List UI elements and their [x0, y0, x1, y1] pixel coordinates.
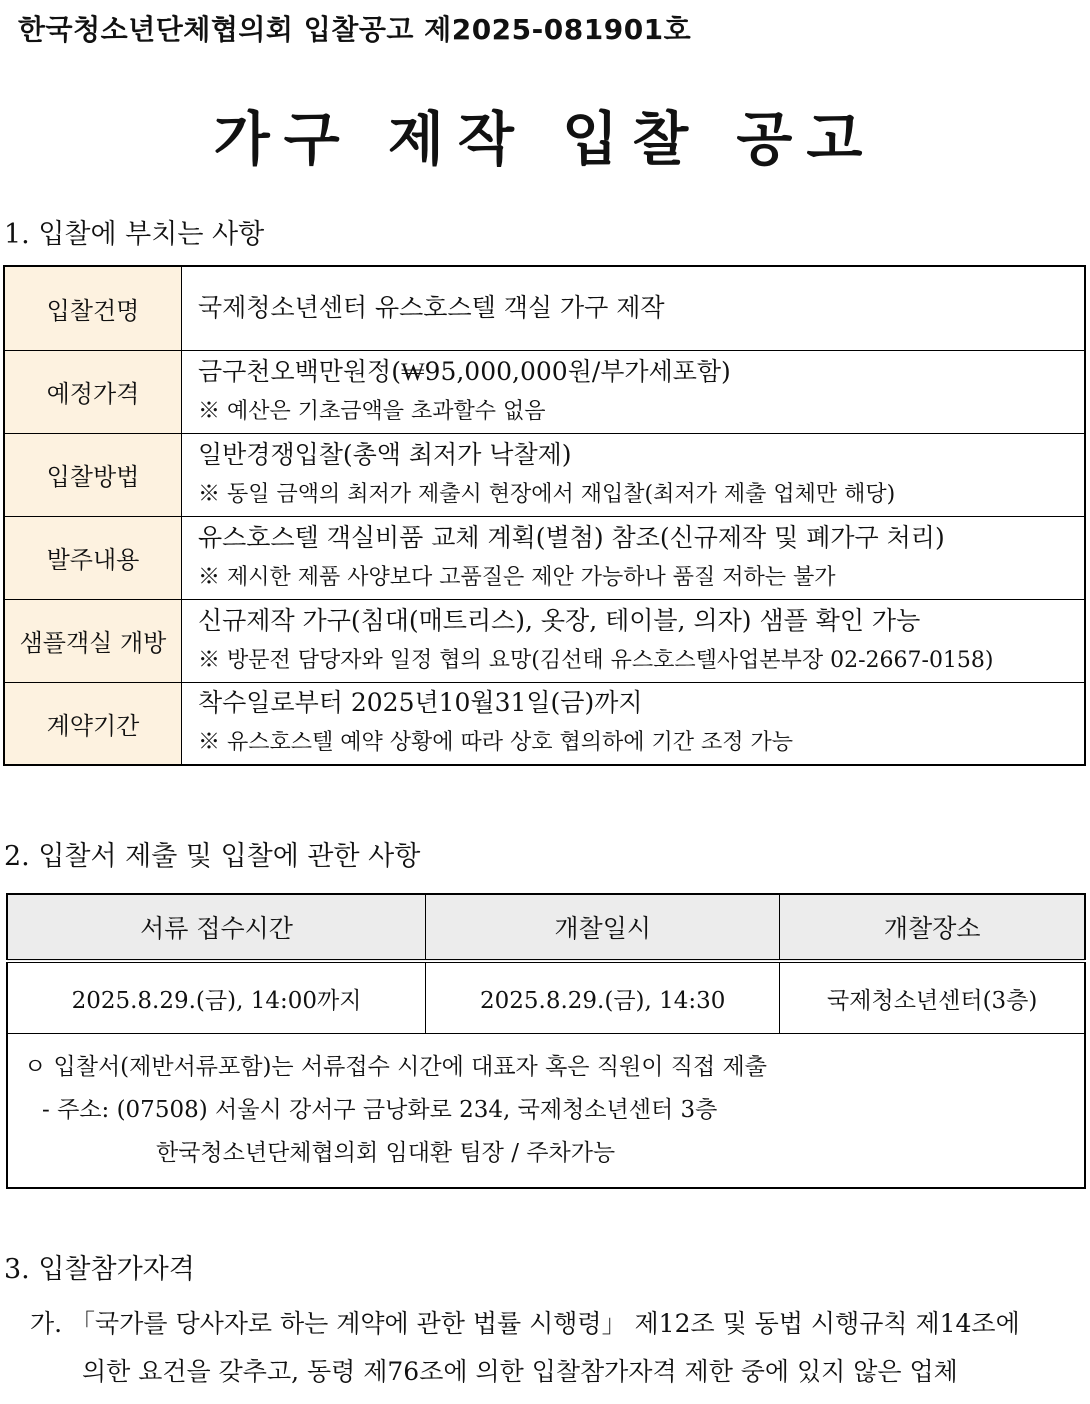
notes-line: ㅇ 입찰서(제반서류포함)는 서류접수 시간에 대표자 혹은 직원이 직접 제출: [24, 1054, 767, 1080]
table-cell: 2025.8.29.(금), 14:30: [426, 961, 780, 1034]
row-label: 예정가격: [4, 350, 182, 433]
row-main-text: 착수일로부터 2025년10월31일(금)까지: [198, 688, 643, 718]
row-label: 샘플객실 개방: [4, 599, 182, 682]
table-row: [4, 682, 1085, 765]
table-row: [4, 350, 1085, 433]
contact-line: 한국청소년단체협의회 임대환 팀장 / 주차가능: [156, 1140, 616, 1166]
table-row: [4, 516, 1085, 599]
notes-cell: [7, 1034, 1085, 1189]
column-header: 개찰장소: [780, 894, 1085, 961]
table-row: [4, 599, 1085, 682]
table-header-row: [7, 894, 1085, 961]
section3-title: 3. 입찰참가자격: [4, 1254, 195, 1285]
row-label: 계약기간: [4, 682, 182, 765]
section1-title: 1. 입찰에 부치는 사항: [4, 219, 265, 250]
table-row: [4, 433, 1085, 516]
row-value: [182, 433, 1086, 516]
row-main-text: 신규제작 가구(침대(매트리스), 옷장, 테이블, 의자) 샘플 확인 가능: [198, 605, 921, 635]
row-note-text: ※ 예산은 기초금액을 초과할수 없음: [198, 398, 546, 424]
row-note-text: ※ 동일 금액의 최저가 제출시 현장에서 재입찰(최저가 제출 업체만 해당): [198, 481, 896, 507]
row-value: [182, 516, 1086, 599]
row-value: [182, 266, 1086, 350]
row-value: [182, 599, 1086, 682]
row-label: 입찰건명: [4, 266, 182, 350]
table-row: [7, 961, 1085, 1034]
column-header: 서류 접수시간: [7, 894, 426, 961]
qualification-item: [30, 1300, 1090, 1396]
address-line: - 주소: (07508) 서울시 강서구 금낭화로 234, 국제청소년센터 3층: [42, 1097, 718, 1123]
qualification-line: 가. 「국가를 당사자로 하는 계약에 관한 법률 시행령」 제12조 및 동법 시행규칙 제14조에: [30, 1309, 1020, 1338]
qualification-line: 의한 요건을 갖추고, 동령 제76조에 의한 입찰참가자격 제한 중에 있지 않은 업체: [82, 1357, 958, 1386]
row-main-text: 유스호스텔 객실비품 교체 계획(별첨) 참조(신규제작 및 폐가구 처리): [198, 522, 945, 552]
bid-items-table: [3, 265, 1086, 766]
section2-title: 2. 입찰서 제출 및 입찰에 관한 사항: [4, 841, 421, 872]
row-note-text: ※ 방문전 담당자와 일정 협의 요망(김선태 유스호스텔사업본부장 02-2667-0158): [198, 647, 994, 673]
column-header: 개찰일시: [426, 894, 780, 961]
row-main-text: 일반경쟁입찰(총액 최저가 낙찰제): [198, 439, 572, 469]
row-note-text: ※ 유스호스텔 예약 상황에 따라 상호 협의하에 기간 조정 가능: [198, 730, 793, 756]
table-cell: 2025.8.29.(금), 14:00까지: [7, 961, 426, 1034]
row-label: 입찰방법: [4, 433, 182, 516]
row-main-text: 금구천오백만원정(₩95,000,000원/부가세포함): [198, 356, 731, 386]
row-value: [182, 682, 1086, 765]
row-main-text: 국제청소년센터 유스호스텔 객실 가구 제작: [198, 293, 665, 323]
table-row: [4, 266, 1085, 350]
table-cell: 국제청소년센터(3층): [780, 961, 1085, 1034]
page-title: 가구 제작 입찰 공고: [213, 105, 877, 173]
notice-number: 한국청소년단체협의회 입찰공고 제2025-081901호: [18, 13, 692, 46]
row-label: 발주내용: [4, 516, 182, 599]
row-value: [182, 350, 1086, 433]
submission-table: [6, 893, 1086, 1189]
notes-row: [7, 1034, 1085, 1189]
row-note-text: ※ 제시한 제품 사양보다 고품질은 제안 가능하나 품질 저하는 불가: [198, 564, 836, 590]
